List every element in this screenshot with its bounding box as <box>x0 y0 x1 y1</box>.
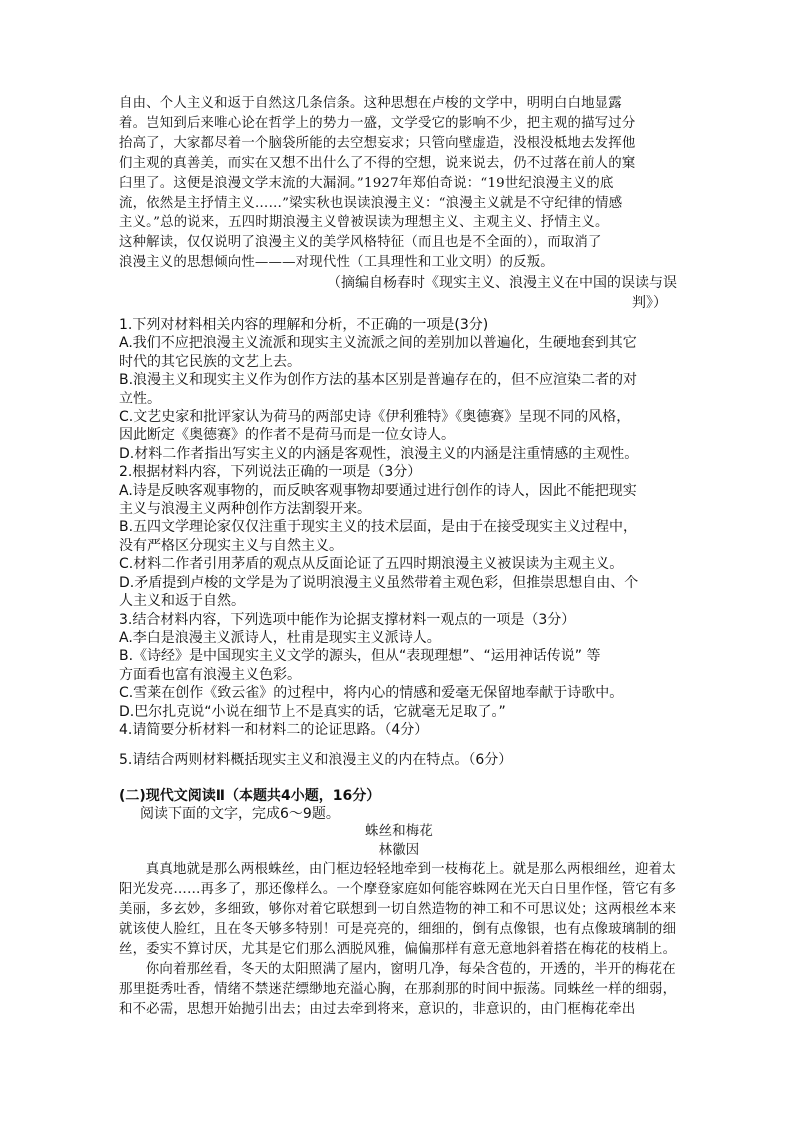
text-line: 浪漫主义的思想倾向性———对现代性（工具理性和工业文明）的反叛。 <box>119 255 554 271</box>
question-line: 主义与浪漫主义两种创作方法割裂开来。 <box>119 501 371 518</box>
question-line: 5.请结合两则材料概括现实主义和浪漫主义的内在特点。（6分） <box>119 752 513 768</box>
question-line: 因此断定《奥德赛》的作者不是荷马而是一位女诗人。 <box>119 427 455 444</box>
source-citation <box>119 273 679 313</box>
text-line: 抬高了，大家都尽着一个脑袋所能的去空想妄求；只管向壁虚造，没根没柢地去发挥他 <box>119 135 636 151</box>
text-line: 这种解读，仅仅说明了浪漫主义的美学风格特征（而且也是不全面的），而取消了 <box>119 235 602 251</box>
question-list <box>119 316 679 739</box>
question-line: B.浪漫主义和现实主义作为创作方法的基本区别是普遍存在的，但不应渲染二者的对 <box>119 372 638 389</box>
question-line: D.巴尔扎克说“小说在细节上不是真实的话，它就毫无足取了。” <box>119 703 506 720</box>
question-line: 立性。 <box>119 390 161 407</box>
material-one-tail <box>119 94 679 273</box>
text-line: 主义。”总的说来，五四时期浪漫主义曾被误读为理想主义、主观主义、抒情主义。 <box>119 215 609 231</box>
question-line: C.材料二作者引用茅盾的观点从反面论证了五四时期浪漫主义被误读为主观主义。 <box>119 556 624 573</box>
question-line: 时代的其它民族的文艺上去。 <box>119 353 301 370</box>
story-paragraph: 真真地就是那么两根蛛丝，由门框边轻轻地牵到一枝梅花上。就是那么两根细丝，迎着太阳光发亮……再多了，那还像样么。一个摩登家庭如何能容蛛网在光天白日里作怪，管它有多美丽，多玄妙，多细致，够你对着它联想到一切自然造物的神工和不可思议处；这两根丝本来就该使人脸红，且在冬天够多特别！可是亮亮的，细细的，倒有点像银，也有点像玻璃制的细丝，委实不算讨厌，尤其是它们那么洒脱风雅，偏偏那样有意无意地斜着搭在梅花的枝梢上。 <box>119 862 677 957</box>
text-line: 自由、个人主义和返于自然这几条信条。这种思想在卢梭的文学中，明明白白地显露 <box>119 96 622 111</box>
question-line: 4.请简要分析材料一和材料二的论证思路。（4分） <box>119 721 429 738</box>
question-line: A.李白是浪漫主义派诗人，杜甫是现实主义派诗人。 <box>119 629 441 646</box>
question-line: C.雪莱在创作《致云雀》的过程中，将内心的情感和爱毫无保留地奉献于诗歌中。 <box>119 685 624 702</box>
question-line: 方面看也富有浪漫主义色彩。 <box>119 666 301 683</box>
question-line: A.我们不应把浪漫主义流派和现实主义流派之间的差别加以普遍化，生硬地套到其它 <box>119 335 637 352</box>
story-author: 林徽因 <box>378 843 420 858</box>
question-5 <box>119 751 679 769</box>
question-line: 人主义和返于自然。 <box>119 593 245 610</box>
question-line: B.《诗经》是中国现实主义文学的源头，但从“表现理想”、“运用神话传说” 等 <box>119 648 601 665</box>
text-line: 们主观的真善美，而实在又想不出什么了不得的空想，说来说去，仍不过落在前人的窠 <box>119 155 636 171</box>
question-line: B.五四文学理论家仅仅注重于现实主义的技术层面，是由于在接受现实主义过程中， <box>119 519 638 536</box>
section-title: (二)现代文阅读Ⅱ（本题共4小题，16分） <box>119 788 381 804</box>
text-line: 臼里了。这便是浪漫文学末流的大漏洞。”1927年郑伯奇说：“19世纪浪漫主义的底 <box>119 175 614 191</box>
question-line: C.文艺史家和批评家认为荷马的两部史诗《伊利雅特》《奥德赛》呈现不同的风格， <box>119 409 631 426</box>
text-line: 流，依然是主抒情主义……”梁实秋也误读浪漫主义：“浪漫主义就是不守纪律的情感 <box>119 195 623 211</box>
question-line: D.矛盾提到卢梭的文学是为了说明浪漫主义虽然带着主观色彩，但推崇思想自由、个 <box>119 574 639 591</box>
source-line: （摘编自杨春时《现实主义、浪漫主义在中国的误读与误 <box>327 275 677 291</box>
question-line: 3.结合材料内容，下列选项中能作为论据支撑材料一观点的一项是（3分） <box>119 611 576 628</box>
story-paragraph: 你向着那丝看，冬天的太阳照满了屋内，窗明几净，每朵含苞的，开透的，半开的梅花在那里挺秀吐香，情绪不禁迷茫缥缈地充溢心胸，在那刹那的时间中振荡。同蛛丝一样的细弱，和不必需，思想开始抛引出去；由过去牵到将来，意识的，非意识的，由门框梅花牵出 <box>119 962 677 1017</box>
instruction: 阅读下面的文字，完成6～9题。 <box>140 806 340 822</box>
question-line: 1.下列对材料相关内容的理解和分析，不正确的一项是(3分) <box>119 317 489 333</box>
story-body <box>119 860 679 1020</box>
text-line: 着。岂知到后来唯心论在哲学上的势力一盛，文学受它的影响不少，把主观的描写过分 <box>119 115 636 131</box>
question-line: D.材料二作者指出写实主义的内涵是客观性，浪漫主义的内涵是注重情感的主观性。 <box>119 445 639 462</box>
source-line: 判》） <box>632 295 667 311</box>
question-line: 2.根据材料内容，下列说法正确的一项是（3分） <box>119 464 422 481</box>
question-line: A.诗是反映客观事物的，而反映客观事物却要通过进行创作的诗人，因此不能把现实 <box>119 482 637 499</box>
question-line: 没有严格区分现实主义与自然主义。 <box>119 537 343 554</box>
story-title: 蛛丝和梅花 <box>365 824 433 839</box>
